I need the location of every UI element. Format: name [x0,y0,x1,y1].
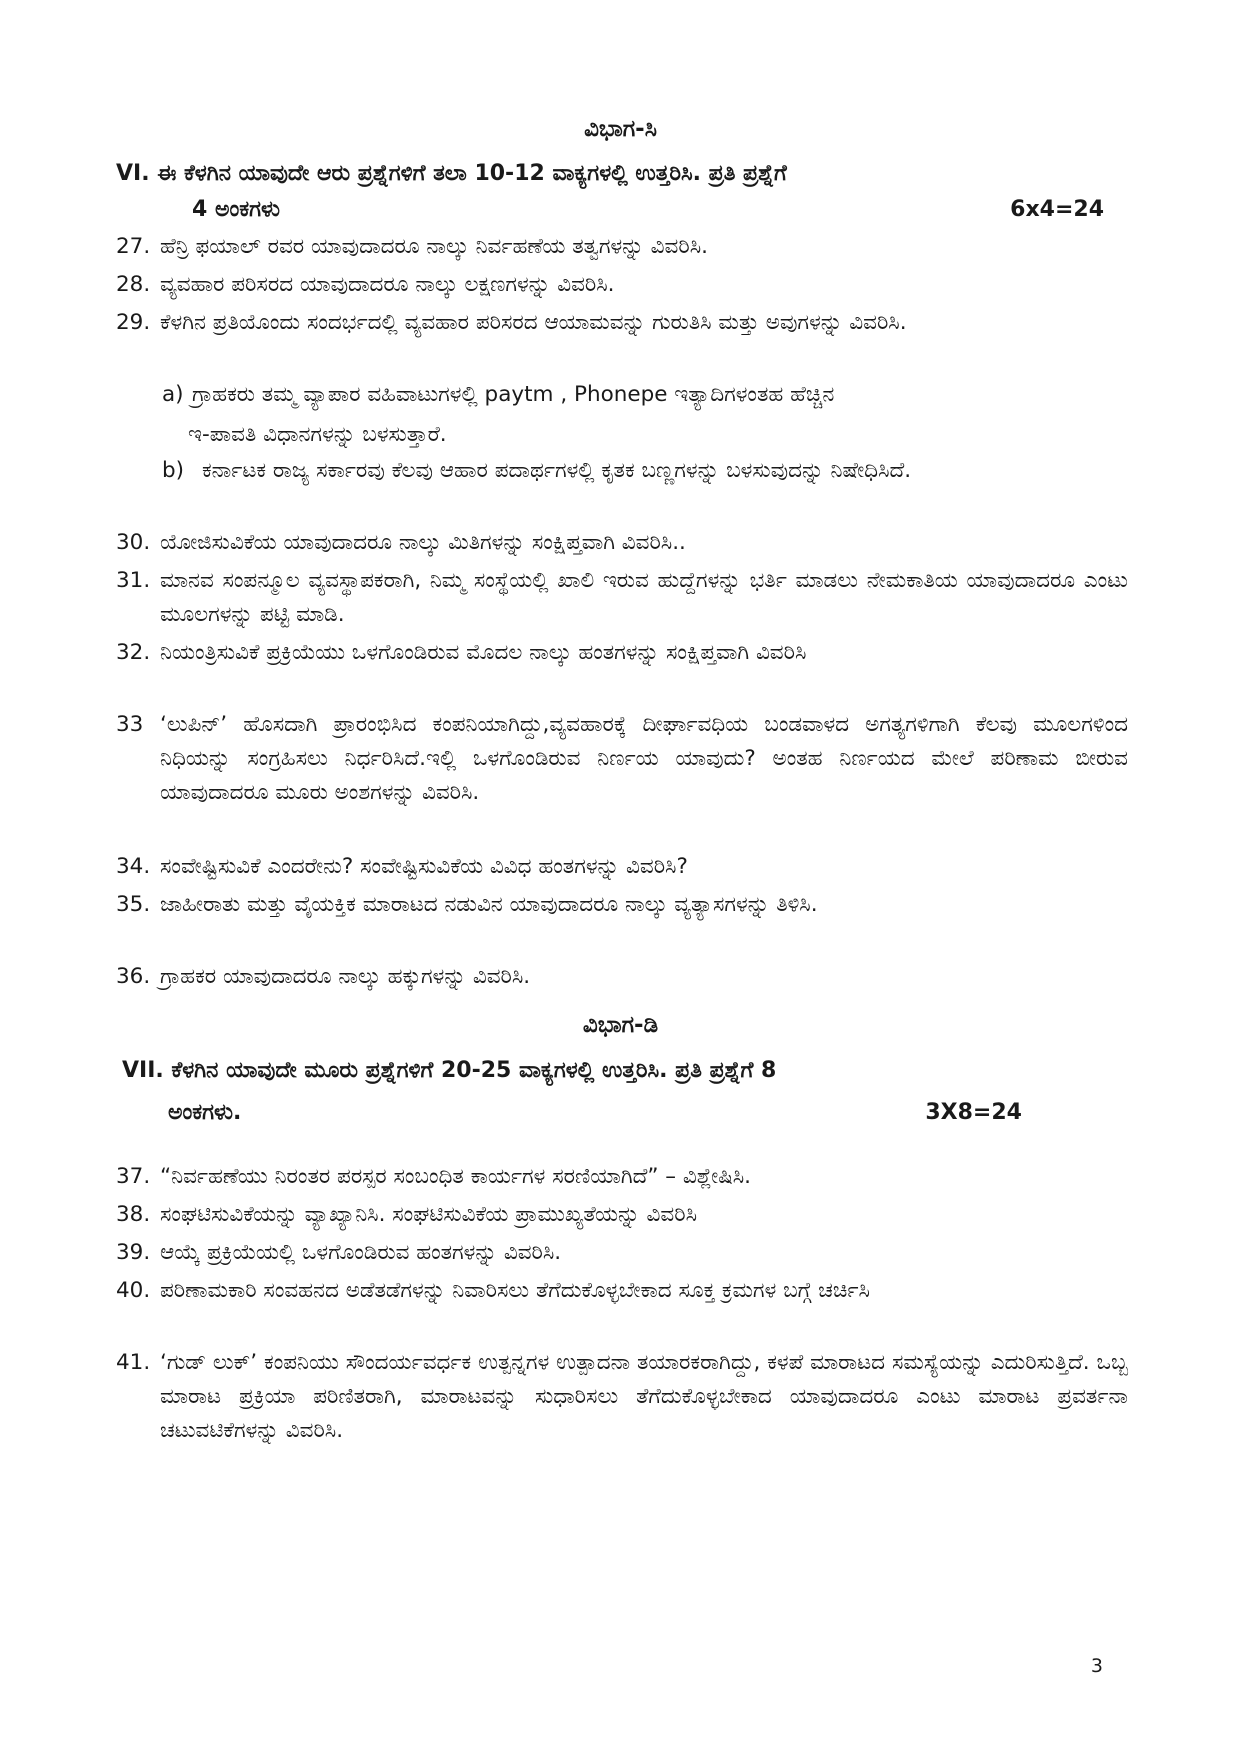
section-d-instruction-line2: ಅಂಕಗಳು. [168,1100,242,1125]
question-29: 29. ಕೆಳಗಿನ ಪ್ರತಿಯೊಂದು ಸಂದರ್ಭದಲ್ಲಿ ವ್ಯವಹಾರ ಪರಿಸರದ ಆಯಾಮವನ್ನು ಗುರುತಿಸಿ ಮತ್ತು ಅವುಗಳನ್ನು ವಿವರಿಸಿ. [116,310,907,335]
question-35: 35. ಜಾಹೀರಾತು ಮತ್ತು ವೈಯಕ್ತಿಕ ಮಾರಾಟದ ನಡುವಿನ ಯಾವುದಾದರೂ ನಾಲ್ಕು ವ್ಯತ್ಯಾಸಗಳನ್ನು ತಿಳಿಸಿ. [116,892,818,917]
question-29-sub-a: a) ಗ್ರಾಹಕರು ತಮ್ಮ ವ್ಯಾಪಾರ ವಹಿವಾಟುಗಳಲ್ಲಿ paytm , Phonepe ಇತ್ಯಾದಿಗಳಂತಹ ಹೆಚ್ಚಿನ ಇ-ಪಾವತಿ ವಿಧಾನಗಳನ್ನು ಬಳಸುತ್ತಾರೆ. [162,382,835,447]
question-28: 28. ವ್ಯವಹಾರ ಪರಿಸರದ ಯಾವುದಾದರೂ ನಾಲ್ಕು ಲಕ್ಷಣಗಳನ್ನು ವಿವರಿಸಿ. [116,272,615,297]
section-d-title: ವಿಭಾಗ-ಡಿ [582,1012,659,1038]
question-32: 32. ನಿಯಂತ್ರಿಸುವಿಕೆ ಪ್ರಕ್ರಿಯೆಯು ಒಳಗೊಂಡಿರುವ ಮೊದಲ ನಾಲ್ಕು ಹಂತಗಳನ್ನು ಸಂಕ್ಷಿಪ್ತವಾಗಿ ವಿವರಿಸಿ [116,640,807,665]
question-33: 33 ‘ಲುಪಿನ್’ ಹೊಸದಾಗಿ ಪ್ರಾರಂಭಿಸಿದ ಕಂಪನಿಯಾಗಿದ್ದು,ವ್ಯವಹಾರಕ್ಕೆ ದೀರ್ಘಾವಧಿಯ ಬಂಡವಾಳದ ಅಗತ್ಯಗಳಿಗಾಗಿ ಕೆಲವು ಮೂಲಗಳಿಂದ ನಿಧಿಯನ್ನು ಸಂಗ್ರಹಿಸಲು ನಿರ್ಧರಿಸಿದೆ.ಇಲ್ಲಿ ಒಳಗೊಂಡಿರುವ ನಿರ್ಣಯ ಯಾವುದು? ಅಂತಹ ನಿರ್ಣಯದ ಮೇಲೆ ಪರಿಣಾಮ ಬೀರುವ ಯಾವುದಾದರೂ ಮೂರು ಅಂಶಗಳನ್ನು ವಿವರಿಸಿ. [116,712,1128,805]
section-d-instruction-line1: VII. ಕೆಳಗಿನ ಯಾವುದೇ ಮೂರು ಪ್ರಶ್ನೆಗಳಿಗೆ 20-25 ವಾಕ್ಯಗಳಲ್ಲಿ ಉತ್ತರಿಸಿ. ಪ್ರತಿ ಪ್ರಶ್ನೆಗೆ 8 [122,1058,777,1083]
page-number: 3 [1090,1655,1103,1677]
section-d-marks: 3X8=24 [925,1100,1022,1125]
section-c-title: ವಿಭಾಗ-ಸಿ [584,116,657,142]
question-34: 34. ಸಂವೇಷ್ಟಿಸುವಿಕೆ ಎಂದರೇನು? ಸಂವೇಷ್ಟಿಸುವಿಕೆಯ ವಿವಿಧ ಹಂತಗಳನ್ನು ವಿವರಿಸಿ? [116,854,688,879]
question-41: 41. ‘ಗುಡ್ ಲುಕ್’ ಕಂಪನಿಯು ಸೌಂದರ್ಯವರ್ಧಕ ಉತ್ಪನ್ನಗಳ ಉತ್ಪಾದನಾ ತಯಾರಕರಾಗಿದ್ದು, ಕಳಪೆ ಮಾರಾಟದ ಸಮಸ್ಯೆಯನ್ನು ಎದುರಿಸುತ್ತಿದೆ. ಒಬ್ಬ ಮಾರಾಟ ಪ್ರಕ್ರಿಯಾ ಪರಿಣಿತರಾಗಿ, ಮಾರಾಟವನ್ನು ಸುಧಾರಿಸಲು ತೆಗೆದುಕೊಳ್ಳಬೇಕಾದ ಯಾವುದಾದರೂ ಎಂಟು ಮಾರಾಟ ಪ್ರವರ್ತನಾ ಚಟುವಟಿಕೆಗಳನ್ನು ವಿವರಿಸಿ. [116,1350,1128,1443]
question-31: 31. ಮಾನವ ಸಂಪನ್ಮೂಲ ವ್ಯವಸ್ಥಾಪಕರಾಗಿ, ನಿಮ್ಮ ಸಂಸ್ಥೆಯಲ್ಲಿ ಖಾಲಿ ಇರುವ ಹುದ್ದೆಗಳನ್ನು ಭರ್ತಿ ಮಾಡಲು ನೇಮಕಾತಿಯ ಯಾವುದಾದರೂ ಎಂಟು ಮೂಲಗಳನ್ನು ಪಟ್ಟಿ ಮಾಡಿ. [116,568,1128,627]
question-27: 27. ಹೆನ್ರಿ ಫಯಾಲ್ ರವರ ಯಾವುದಾದರೂ ನಾಲ್ಕು ನಿರ್ವಹಣೆಯ ತತ್ವಗಳನ್ನು ವಿವರಿಸಿ. [116,234,708,259]
question-29-sub-b: b) ಕರ್ನಾಟಕ ರಾಜ್ಯ ಸರ್ಕಾರವು ಕೆಲವು ಆಹಾರ ಪದಾರ್ಥಗಳಲ್ಲಿ ಕೃತಕ ಬಣ್ಣಗಳನ್ನು ಬಳಸುವುದನ್ನು ನಿಷೇಧಿಸಿದೆ. [162,458,912,483]
section-c-instruction-line1: VI. ಈ ಕೆಳಗಿನ ಯಾವುದೇ ಆರು ಪ್ರಶ್ನೆಗಳಿಗೆ ತಲಾ 10-12 ವಾಕ್ಯಗಳಲ್ಲಿ ಉತ್ತರಿಸಿ. ಪ್ರತಿ ಪ್ರಶ್ನೆಗೆ [116,161,787,186]
section-c-instruction-line2: 4 ಅಂಕಗಳು [192,197,280,222]
question-30: 30. ಯೋಜಿಸುವಿಕೆಯ ಯಾವುದಾದರೂ ನಾಲ್ಕು ಮಿತಿಗಳನ್ನು ಸಂಕ್ಷಿಪ್ತವಾಗಿ ವಿವರಿಸಿ.. [116,530,686,555]
question-40: 40. ಪರಿಣಾಮಕಾರಿ ಸಂವಹನದ ಅಡೆತಡೆಗಳನ್ನು ನಿವಾರಿಸಲು ತೆಗೆದುಕೊಳ್ಳಬೇಕಾದ ಸೂಕ್ತ ಕ್ರಮಗಳ ಬಗ್ಗೆ ಚರ್ಚಿಸಿ [116,1278,870,1303]
section-c-instruction [116,156,1128,228]
question-39: 39. ಆಯ್ಕೆ ಪ್ರಕ್ರಿಯೆಯಲ್ಲಿ ಒಳಗೊಂಡಿರುವ ಹಂತಗಳನ್ನು ವಿವರಿಸಿ. [116,1240,562,1265]
question-36: 36. ಗ್ರಾಹಕರ ಯಾವುದಾದರೂ ನಾಲ್ಕು ಹಕ್ಕುಗಳನ್ನು ವಿವರಿಸಿ. [116,964,531,989]
section-c-marks: 6x4=24 [1010,197,1104,222]
section-d-instruction [122,1050,1062,1134]
question-38: 38. ಸಂಘಟಿಸುವಿಕೆಯನ್ನು ವ್ಯಾಖ್ಯಾನಿಸಿ. ಸಂಘಟಿಸುವಿಕೆಯ ಪ್ರಾಮುಖ್ಯತೆಯನ್ನು ವಿವರಿಸಿ [116,1202,697,1227]
question-37: 37. “ನಿರ್ವಹಣೆಯು ನಿರಂತರ ಪರಸ್ಪರ ಸಂಬಂಧಿತ ಕಾರ್ಯಗಳ ಸರಣಿಯಾಗಿದೆ” – ವಿಶ್ಲೇಷಿಸಿ. [116,1164,752,1189]
